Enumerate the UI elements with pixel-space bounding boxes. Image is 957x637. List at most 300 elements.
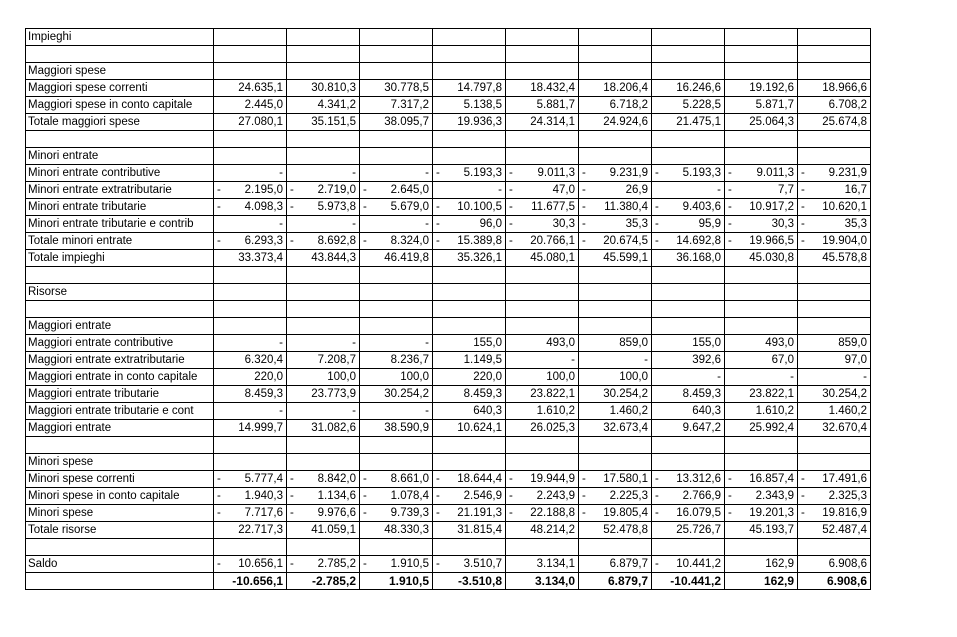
value-cell[interactable] [798,386,871,403]
value-cell[interactable] [579,165,652,182]
value-cell[interactable] [506,335,579,352]
value-cell[interactable] [360,182,433,199]
value-cell[interactable] [725,386,798,403]
value-cell[interactable] [579,182,652,199]
value-cell[interactable] [360,369,433,386]
value-cell[interactable] [360,80,433,97]
value-cell[interactable] [652,454,725,471]
value-cell[interactable] [433,284,506,301]
value-cell[interactable] [506,369,579,386]
value-cell[interactable] [798,267,871,284]
value-cell[interactable] [652,165,725,182]
value-cell[interactable] [506,114,579,131]
value-cell[interactable] [506,352,579,369]
value-cell[interactable] [214,505,287,522]
value-cell[interactable] [214,301,287,318]
value-cell[interactable] [579,199,652,216]
value-cell[interactable] [506,267,579,284]
value-cell[interactable] [579,148,652,165]
value-cell[interactable] [360,114,433,131]
value-cell[interactable] [725,165,798,182]
row-label-cell[interactable]: Minori entrate extratributarie [26,182,214,199]
value-cell[interactable] [433,131,506,148]
value-cell[interactable] [214,284,287,301]
value-cell[interactable] [725,420,798,437]
value-cell[interactable] [652,131,725,148]
value-cell[interactable] [506,80,579,97]
value-cell[interactable] [360,437,433,454]
row-label-cell[interactable]: Minori spese [26,505,214,522]
value-cell[interactable] [433,505,506,522]
row-label-cell[interactable]: Minori entrate contributive [26,165,214,182]
value-cell[interactable] [287,182,360,199]
value-cell[interactable] [798,573,871,590]
value-cell[interactable] [214,148,287,165]
value-cell[interactable] [652,573,725,590]
value-cell[interactable] [360,539,433,556]
value-cell[interactable] [652,216,725,233]
value-cell[interactable] [360,216,433,233]
row-label-cell[interactable]: Maggiori spese [26,63,214,80]
value-cell[interactable] [652,556,725,573]
value-cell[interactable] [214,216,287,233]
value-cell[interactable] [433,199,506,216]
value-cell[interactable] [798,199,871,216]
row-label-cell[interactable]: Maggiori entrate [26,318,214,335]
value-cell[interactable] [287,556,360,573]
value-cell[interactable] [725,182,798,199]
value-cell[interactable] [433,437,506,454]
value-cell[interactable] [287,29,360,46]
value-cell[interactable] [433,301,506,318]
value-cell[interactable] [287,505,360,522]
value-cell[interactable] [214,131,287,148]
value-cell[interactable] [579,420,652,437]
value-cell[interactable] [798,46,871,63]
value-cell[interactable] [360,199,433,216]
value-cell[interactable] [433,148,506,165]
value-cell[interactable] [506,454,579,471]
value-cell[interactable] [798,335,871,352]
value-cell[interactable] [798,216,871,233]
value-cell[interactable] [214,386,287,403]
value-cell[interactable] [798,165,871,182]
value-cell[interactable] [506,471,579,488]
value-cell[interactable] [214,80,287,97]
value-cell[interactable] [433,539,506,556]
value-cell[interactable] [652,301,725,318]
value-cell[interactable] [725,216,798,233]
value-cell[interactable] [579,114,652,131]
value-cell[interactable] [798,556,871,573]
value-cell[interactable] [652,386,725,403]
value-cell[interactable] [287,148,360,165]
value-cell[interactable] [506,301,579,318]
value-cell[interactable] [214,403,287,420]
value-cell[interactable] [287,97,360,114]
value-cell[interactable] [214,199,287,216]
value-cell[interactable] [579,335,652,352]
value-cell[interactable] [360,403,433,420]
value-cell[interactable] [652,471,725,488]
value-cell[interactable] [579,386,652,403]
value-cell[interactable] [652,29,725,46]
value-cell[interactable] [287,46,360,63]
value-cell[interactable] [433,165,506,182]
row-label-cell[interactable]: Maggiori entrate tributarie e cont [26,403,214,420]
value-cell[interactable] [725,437,798,454]
value-cell[interactable] [287,131,360,148]
value-cell[interactable] [506,403,579,420]
value-cell[interactable] [433,335,506,352]
value-cell[interactable] [725,539,798,556]
value-cell[interactable] [214,522,287,539]
value-cell[interactable] [725,522,798,539]
value-cell[interactable] [579,131,652,148]
value-cell[interactable] [652,97,725,114]
row-label-cell[interactable]: Maggiori entrate [26,420,214,437]
value-cell[interactable] [214,437,287,454]
value-cell[interactable] [652,505,725,522]
row-label-cell[interactable]: Minori entrate tributarie e contrib [26,216,214,233]
value-cell[interactable] [287,318,360,335]
value-cell[interactable] [360,335,433,352]
value-cell[interactable] [652,63,725,80]
value-cell[interactable] [287,437,360,454]
value-cell[interactable] [579,505,652,522]
value-cell[interactable] [360,97,433,114]
value-cell[interactable] [579,233,652,250]
value-cell[interactable] [506,182,579,199]
value-cell[interactable] [287,573,360,590]
value-cell[interactable] [725,471,798,488]
value-cell[interactable] [433,471,506,488]
value-cell[interactable] [579,63,652,80]
value-cell[interactable] [287,471,360,488]
value-cell[interactable] [725,148,798,165]
value-cell[interactable] [287,352,360,369]
value-cell[interactable] [579,352,652,369]
value-cell[interactable] [506,284,579,301]
value-cell[interactable] [652,522,725,539]
value-cell[interactable] [287,250,360,267]
value-cell[interactable] [287,165,360,182]
value-cell[interactable] [798,454,871,471]
value-cell[interactable] [360,454,433,471]
value-cell[interactable] [506,573,579,590]
value-cell[interactable] [798,63,871,80]
value-cell[interactable] [652,233,725,250]
value-cell[interactable] [579,318,652,335]
value-cell[interactable] [725,505,798,522]
value-cell[interactable] [433,369,506,386]
value-cell[interactable] [506,148,579,165]
value-cell[interactable] [725,318,798,335]
row-label-cell[interactable]: Maggiori entrate tributarie [26,386,214,403]
value-cell[interactable] [506,29,579,46]
value-cell[interactable] [433,46,506,63]
value-cell[interactable] [506,522,579,539]
value-cell[interactable] [214,573,287,590]
row-label-cell[interactable]: Totale impieghi [26,250,214,267]
value-cell[interactable] [360,165,433,182]
value-cell[interactable] [287,369,360,386]
row-label-cell[interactable]: Totale minori entrate [26,233,214,250]
value-cell[interactable] [506,199,579,216]
value-cell[interactable] [287,267,360,284]
value-cell[interactable] [433,420,506,437]
row-label-cell[interactable] [26,539,214,556]
value-cell[interactable] [433,403,506,420]
value-cell[interactable] [725,63,798,80]
value-cell[interactable] [214,114,287,131]
value-cell[interactable] [579,80,652,97]
value-cell[interactable] [652,539,725,556]
value-cell[interactable] [360,318,433,335]
value-cell[interactable] [725,46,798,63]
row-label-cell[interactable] [26,301,214,318]
value-cell[interactable] [579,267,652,284]
row-label-cell[interactable]: Impieghi [26,29,214,46]
value-cell[interactable] [725,284,798,301]
value-cell[interactable] [506,131,579,148]
value-cell[interactable] [433,114,506,131]
value-cell[interactable] [579,471,652,488]
row-label-cell[interactable]: Saldo [26,556,214,573]
value-cell[interactable] [360,386,433,403]
value-cell[interactable] [652,182,725,199]
value-cell[interactable] [214,46,287,63]
value-cell[interactable] [652,318,725,335]
value-cell[interactable] [433,182,506,199]
value-cell[interactable] [725,454,798,471]
row-label-cell[interactable]: Totale risorse [26,522,214,539]
value-cell[interactable] [798,148,871,165]
value-cell[interactable] [652,284,725,301]
value-cell[interactable] [579,454,652,471]
value-cell[interactable] [214,97,287,114]
row-label-cell[interactable] [26,131,214,148]
value-cell[interactable] [725,267,798,284]
value-cell[interactable] [214,335,287,352]
value-cell[interactable] [360,301,433,318]
value-cell[interactable] [360,63,433,80]
value-cell[interactable] [214,488,287,505]
value-cell[interactable] [360,233,433,250]
value-cell[interactable] [433,63,506,80]
value-cell[interactable] [725,97,798,114]
value-cell[interactable] [798,233,871,250]
value-cell[interactable] [506,233,579,250]
value-cell[interactable] [798,437,871,454]
value-cell[interactable] [725,403,798,420]
value-cell[interactable] [433,522,506,539]
value-cell[interactable] [360,131,433,148]
value-cell[interactable] [798,131,871,148]
row-label-cell[interactable]: Maggiori spese in conto capitale [26,97,214,114]
row-label-cell[interactable] [26,267,214,284]
value-cell[interactable] [433,573,506,590]
value-cell[interactable] [725,29,798,46]
value-cell[interactable] [652,250,725,267]
value-cell[interactable] [798,522,871,539]
value-cell[interactable] [725,114,798,131]
value-cell[interactable] [798,539,871,556]
value-cell[interactable] [579,250,652,267]
value-cell[interactable] [360,488,433,505]
value-cell[interactable] [433,454,506,471]
value-cell[interactable] [725,233,798,250]
value-cell[interactable] [287,216,360,233]
value-cell[interactable] [652,420,725,437]
value-cell[interactable] [214,182,287,199]
row-label-cell[interactable]: Maggiori entrate in conto capitale [26,369,214,386]
row-label-cell[interactable]: Minori spese in conto capitale [26,488,214,505]
value-cell[interactable] [725,556,798,573]
value-cell[interactable] [725,352,798,369]
value-cell[interactable] [287,454,360,471]
value-cell[interactable] [652,369,725,386]
row-label-cell[interactable]: Risorse [26,284,214,301]
value-cell[interactable] [579,403,652,420]
value-cell[interactable] [579,97,652,114]
value-cell[interactable] [798,250,871,267]
value-cell[interactable] [652,437,725,454]
value-cell[interactable] [214,539,287,556]
value-cell[interactable] [360,148,433,165]
value-cell[interactable] [433,556,506,573]
value-cell[interactable] [214,165,287,182]
value-cell[interactable] [652,267,725,284]
value-cell[interactable] [798,182,871,199]
value-cell[interactable] [725,335,798,352]
value-cell[interactable] [506,63,579,80]
value-cell[interactable] [287,199,360,216]
value-cell[interactable] [798,471,871,488]
value-cell[interactable] [360,267,433,284]
value-cell[interactable] [506,46,579,63]
value-cell[interactable] [214,267,287,284]
value-cell[interactable] [798,97,871,114]
value-cell[interactable] [433,318,506,335]
value-cell[interactable] [360,420,433,437]
value-cell[interactable] [214,233,287,250]
value-cell[interactable] [433,267,506,284]
value-cell[interactable] [360,250,433,267]
value-cell[interactable] [506,318,579,335]
value-cell[interactable] [214,352,287,369]
value-cell[interactable] [506,386,579,403]
value-cell[interactable] [652,148,725,165]
value-cell[interactable] [360,46,433,63]
value-cell[interactable] [214,420,287,437]
value-cell[interactable] [287,335,360,352]
value-cell[interactable] [433,233,506,250]
value-cell[interactable] [725,80,798,97]
value-cell[interactable] [433,250,506,267]
value-cell[interactable] [798,301,871,318]
value-cell[interactable] [798,318,871,335]
value-cell[interactable] [506,250,579,267]
value-cell[interactable] [506,437,579,454]
value-cell[interactable] [214,369,287,386]
value-cell[interactable] [798,505,871,522]
value-cell[interactable] [287,114,360,131]
value-cell[interactable] [360,29,433,46]
row-label-cell[interactable] [26,46,214,63]
value-cell[interactable] [652,80,725,97]
row-label-cell[interactable]: Maggiori spese correnti [26,80,214,97]
value-cell[interactable] [798,284,871,301]
value-cell[interactable] [579,46,652,63]
value-cell[interactable] [214,318,287,335]
value-cell[interactable] [360,471,433,488]
row-label-cell[interactable]: Minori spese correnti [26,471,214,488]
value-cell[interactable] [287,539,360,556]
value-cell[interactable] [360,556,433,573]
value-cell[interactable] [798,369,871,386]
value-cell[interactable] [725,301,798,318]
value-cell[interactable] [725,573,798,590]
value-cell[interactable] [433,80,506,97]
value-cell[interactable] [798,352,871,369]
value-cell[interactable] [579,522,652,539]
value-cell[interactable] [433,29,506,46]
value-cell[interactable] [579,488,652,505]
value-cell[interactable] [287,420,360,437]
value-cell[interactable] [287,80,360,97]
value-cell[interactable] [652,352,725,369]
value-cell[interactable] [506,488,579,505]
value-cell[interactable] [360,284,433,301]
value-cell[interactable] [506,97,579,114]
value-cell[interactable] [287,233,360,250]
value-cell[interactable] [506,539,579,556]
value-cell[interactable] [433,352,506,369]
value-cell[interactable] [506,556,579,573]
value-cell[interactable] [287,284,360,301]
value-cell[interactable] [214,556,287,573]
value-cell[interactable] [579,216,652,233]
value-cell[interactable] [287,488,360,505]
value-cell[interactable] [433,488,506,505]
row-label-cell[interactable] [26,573,214,590]
value-cell[interactable] [652,488,725,505]
value-cell[interactable] [798,29,871,46]
value-cell[interactable] [433,386,506,403]
value-cell[interactable] [579,539,652,556]
value-cell[interactable] [652,114,725,131]
value-cell[interactable] [725,488,798,505]
value-cell[interactable] [360,505,433,522]
value-cell[interactable] [579,301,652,318]
value-cell[interactable] [798,114,871,131]
row-label-cell[interactable]: Minori entrate tributarie [26,199,214,216]
value-cell[interactable] [798,420,871,437]
value-cell[interactable] [506,165,579,182]
value-cell[interactable] [579,556,652,573]
value-cell[interactable] [725,199,798,216]
value-cell[interactable] [214,250,287,267]
value-cell[interactable] [433,97,506,114]
value-cell[interactable] [652,199,725,216]
value-cell[interactable] [360,352,433,369]
value-cell[interactable] [506,420,579,437]
value-cell[interactable] [725,250,798,267]
value-cell[interactable] [579,573,652,590]
value-cell[interactable] [798,80,871,97]
value-cell[interactable] [214,63,287,80]
